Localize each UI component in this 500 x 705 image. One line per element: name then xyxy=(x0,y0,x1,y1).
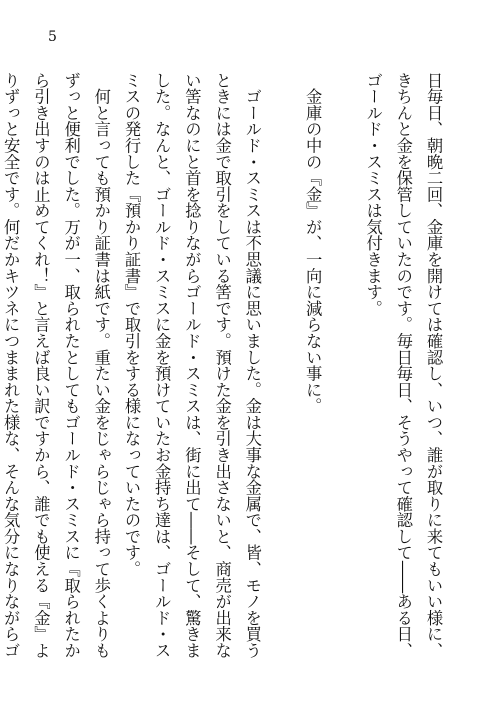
paragraph-spacer xyxy=(267,72,297,672)
paragraph: ゴールド・スミスは不思議に思いました。金は大事な金属で、皆、モノを買うときには金で取引をしている筈です。預けた金を引き出さないと、商売が出来ない筈なのにと首を捻りながらゴールド・スミスは、街に出て――そして、驚きました。なんと、ゴールド・スミスに金を預けていたお金持ち達は、ゴールド・スミスの発行した『預かり証書』で取引をする様になっていたのです。 xyxy=(122,72,262,659)
paragraph: 日毎日、朝晩二回、金庫を開けては確認し、いつ、誰が取りに来てもいい様に、きちんと金を保管していたのです。毎日毎日、そうやって確認して――ある日、ゴールド・スミスは気付きます。 xyxy=(363,72,443,659)
paragraph-spacer xyxy=(327,72,357,672)
paragraph: 何と言っても預かり証書は紙です。重たい金をじゃらじゃら持って歩くよりもずっと便利でした。万が一、取られたとしてもゴールド・スミスに『取られたから引き出すのは止めてくれ！』と言えば良い訳ですから、誰でも使える『金』よりずっと安全です。何だかキツネにつままれた様な、そんな気分になりながらゴ xyxy=(1,72,111,659)
page-number: 5 xyxy=(48,29,57,45)
vertical-text-body xyxy=(0,72,448,672)
paragraph: 金庫の中の『金』が、一向に減らない事に。 xyxy=(303,72,323,415)
